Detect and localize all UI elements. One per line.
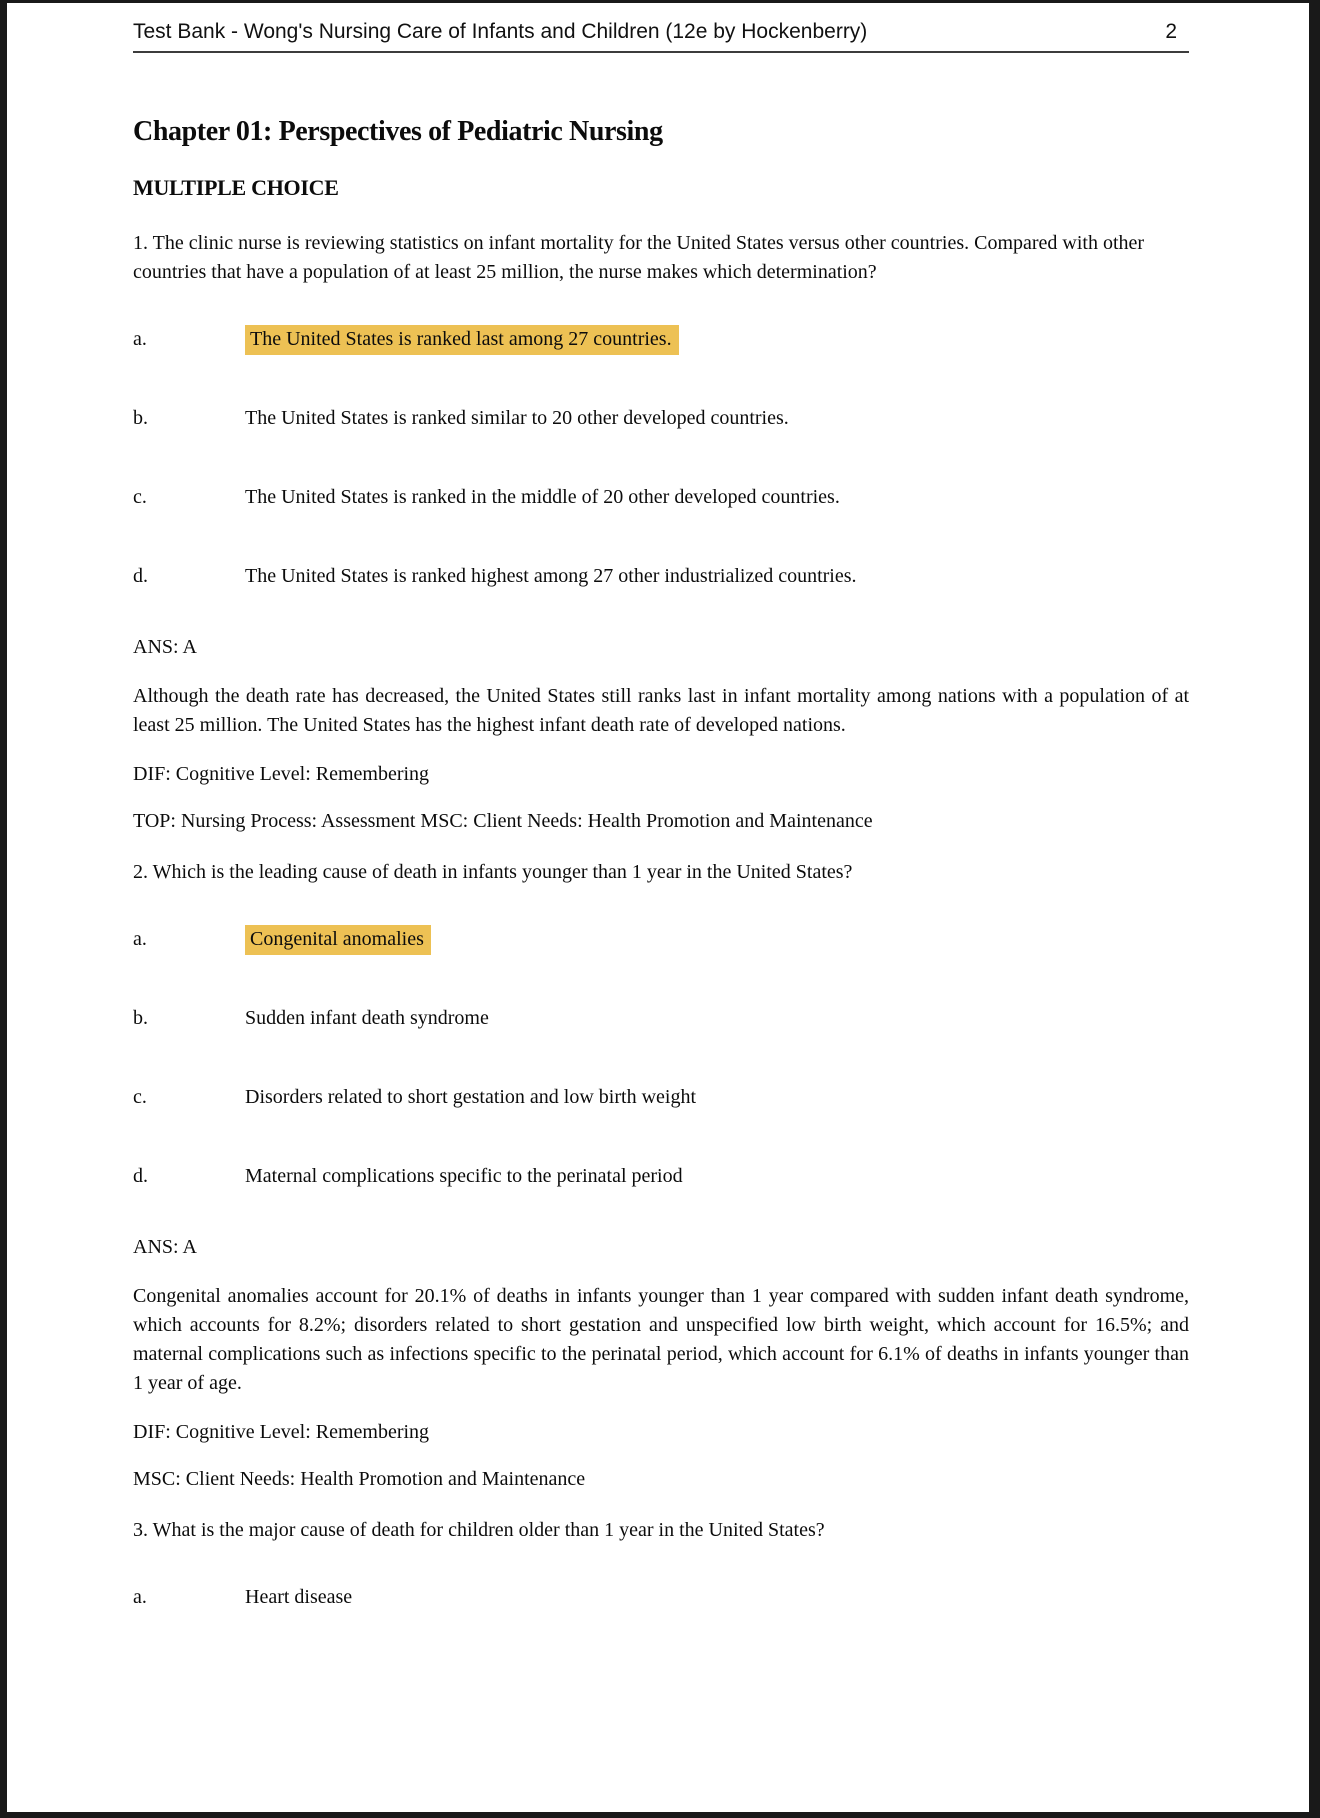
answer-line: ANS: A xyxy=(133,636,197,658)
highlighted-answer: The United States is ranked last among 27 countries. xyxy=(245,325,679,355)
answer-line: ANS: A xyxy=(133,1236,197,1258)
option-letter: a. xyxy=(133,328,147,350)
page-header-title: Test Bank - Wong's Nursing Care of Infants and Children (12e by Hockenberry) xyxy=(133,20,868,43)
question-1-text: 1. The clinic nurse is reviewing statistics on infant mortality for the United States versus other countries. Compared with other countries that have a population of at least 25 million, the nurse makes which determination? xyxy=(133,232,1145,283)
document-page xyxy=(7,3,1309,1812)
question-2-options xyxy=(133,925,1189,1191)
page-content xyxy=(133,20,1189,1612)
option-text: The United States is ranked similar to 20 other developed countries. xyxy=(245,407,789,429)
option-letter: b. xyxy=(133,1007,148,1029)
top-msc-line: TOP: Nursing Process: Assessment MSC: Client Needs: Health Promotion and Maintenance xyxy=(133,810,873,832)
highlighted-answer: Congenital anomalies xyxy=(245,925,431,955)
option-text: The United States is ranked in the middle of 20 other developed countries. xyxy=(245,486,840,508)
msc-line: MSC: Client Needs: Health Promotion and Maintenance xyxy=(133,1468,586,1490)
page-number: 2 xyxy=(1165,20,1177,43)
option-letter: a. xyxy=(133,1586,147,1608)
option-letter: a. xyxy=(133,928,147,950)
question-1-options xyxy=(133,325,1189,591)
rationale-text: Although the death rate has decreased, the United States still ranks last in infant mortality among nations with a population of at least 25 million. The United States has the highest infant death rate of developed nations. xyxy=(133,685,1189,736)
option-text xyxy=(245,925,1189,954)
section-heading: MULTIPLE CHOICE xyxy=(133,175,339,200)
option-row xyxy=(133,325,1189,354)
option-letter: b. xyxy=(133,407,148,429)
option-row xyxy=(133,1083,1189,1112)
dif-line: DIF: Cognitive Level: Remembering xyxy=(133,763,430,785)
option-row xyxy=(133,925,1189,954)
option-text: The United States is ranked highest among 27 other industrialized countries. xyxy=(245,565,857,587)
dif-line: DIF: Cognitive Level: Remembering xyxy=(133,1421,430,1443)
page-header xyxy=(133,20,1189,53)
rationale-text: Congenital anomalies account for 20.1% of deaths in infants younger than 1 year compared with sudden infant death syndrome, which accounts for 8.2%; disorders related to short gestation and unspecified low birth weight, which account for 16.5%; and maternal complications such as infections specific to the perinatal period, which account for 6.1% of deaths in infants younger than 1 year of age. xyxy=(133,1285,1189,1394)
question-3-text: 3. What is the major cause of death for children older than 1 year in the United States? xyxy=(133,1519,825,1541)
option-text xyxy=(245,325,1189,354)
option-letter: c. xyxy=(133,1086,147,1108)
option-row xyxy=(133,1583,1189,1612)
option-text: Sudden infant death syndrome xyxy=(245,1007,489,1029)
question-2-text: 2. Which is the leading cause of death in infants younger than 1 year in the United States? xyxy=(133,861,853,883)
question-3-options xyxy=(133,1583,1189,1612)
option-letter: c. xyxy=(133,486,147,508)
option-row xyxy=(133,1162,1189,1191)
option-text: Disorders related to short gestation and low birth weight xyxy=(245,1086,697,1108)
option-letter: d. xyxy=(133,565,148,587)
option-row xyxy=(133,1004,1189,1033)
chapter-title: Chapter 01: Perspectives of Pediatric Nursing xyxy=(133,116,663,147)
option-letter: d. xyxy=(133,1165,148,1187)
option-row xyxy=(133,483,1189,512)
option-row xyxy=(133,562,1189,591)
option-text: Heart disease xyxy=(245,1586,353,1608)
option-row xyxy=(133,404,1189,433)
option-text: Maternal complications specific to the perinatal period xyxy=(245,1165,683,1187)
